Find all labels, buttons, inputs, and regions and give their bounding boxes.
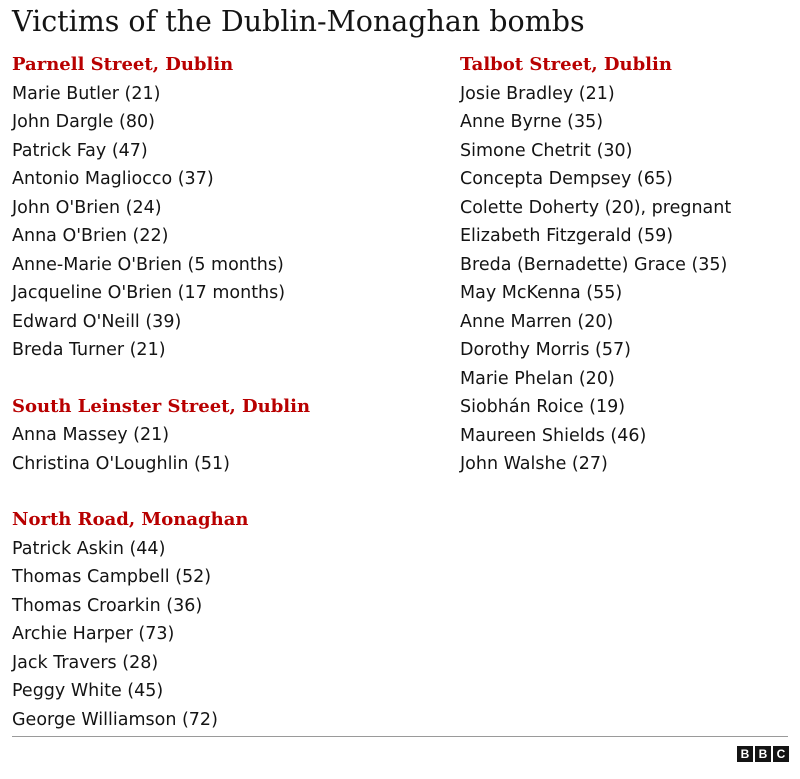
victim-entry: Patrick Fay (47) (12, 140, 148, 161)
footer-divider (12, 736, 788, 737)
victim-entry: Marie Phelan (20) (460, 368, 615, 389)
victim-entry: George Williamson (72) (12, 709, 218, 730)
victim-entry: Edward O'Neill (39) (12, 311, 182, 332)
victim-entry: Concepta Dempsey (65) (460, 169, 673, 189)
victim-entry: Breda Turner (21) (12, 340, 166, 360)
right-column (460, 51, 731, 507)
victim-entry: Breda (Bernadette) Grace (35) (460, 254, 728, 275)
location-heading: South Leinster Street, Dublin (12, 395, 311, 417)
victim-entry: John O'Brien (24) (12, 197, 162, 218)
victim-entry: Anne Byrne (35) (460, 112, 604, 132)
victim-entry: Anna Massey (21) (12, 425, 170, 445)
victim-entry: Siobhán Roice (19) (460, 397, 626, 417)
victim-entry: Christina O'Loughlin (51) (12, 453, 230, 474)
victim-entry: Jack Travers (28) (12, 652, 159, 673)
victim-entry: Archie Harper (73) (12, 624, 175, 644)
location-heading: Parnell Street, Dublin (12, 54, 234, 75)
victim-entry: May McKenna (55) (460, 283, 623, 303)
victim-entry: Anne Marren (20) (460, 311, 614, 332)
victim-entry: Josie Bradley (21) (460, 83, 615, 104)
victim-entry: Maureen Shields (46) (460, 425, 647, 446)
victim-entry: John Walshe (27) (460, 454, 608, 474)
bbc-logo-block: B (755, 746, 771, 762)
victim-entry: Patrick Askin (44) (12, 538, 166, 559)
location-group (12, 51, 310, 365)
left-column (12, 51, 310, 762)
victim-entry: Simone Chetrit (30) (460, 140, 633, 161)
location-heading: Talbot Street, Dublin (460, 54, 672, 75)
location-group (12, 393, 310, 479)
victim-entry: Anne-Marie O'Brien (5 months) (12, 254, 284, 275)
victim-entry: Thomas Croarkin (36) (12, 595, 203, 616)
victim-entry: Peggy White (45) (12, 681, 164, 701)
victim-entry: Colette Doherty (20), pregnant (460, 197, 732, 218)
victim-entry: Dorothy Morris (57) (460, 340, 631, 360)
location-group (12, 506, 310, 734)
victim-entry: Elizabeth Fitzgerald (59) (460, 226, 674, 246)
victim-entry: Antonio Magliocco (37) (12, 169, 214, 189)
victim-entry: Anna O'Brien (22) (12, 226, 169, 246)
location-heading: North Road, Monaghan (12, 509, 249, 530)
location-group (460, 51, 731, 479)
page-title: Victims of the Dublin-Monaghan bombs (12, 5, 585, 38)
bbc-logo-block: C (773, 746, 789, 762)
bbc-logo-block: B (737, 746, 753, 762)
victim-entry: Jacqueline O'Brien (17 months) (12, 283, 286, 303)
victim-entry: Thomas Campbell (52) (12, 567, 212, 587)
victim-entry: Marie Butler (21) (12, 83, 161, 104)
victim-entry: John Dargle (80) (12, 112, 155, 132)
bbc-logo (737, 746, 789, 762)
